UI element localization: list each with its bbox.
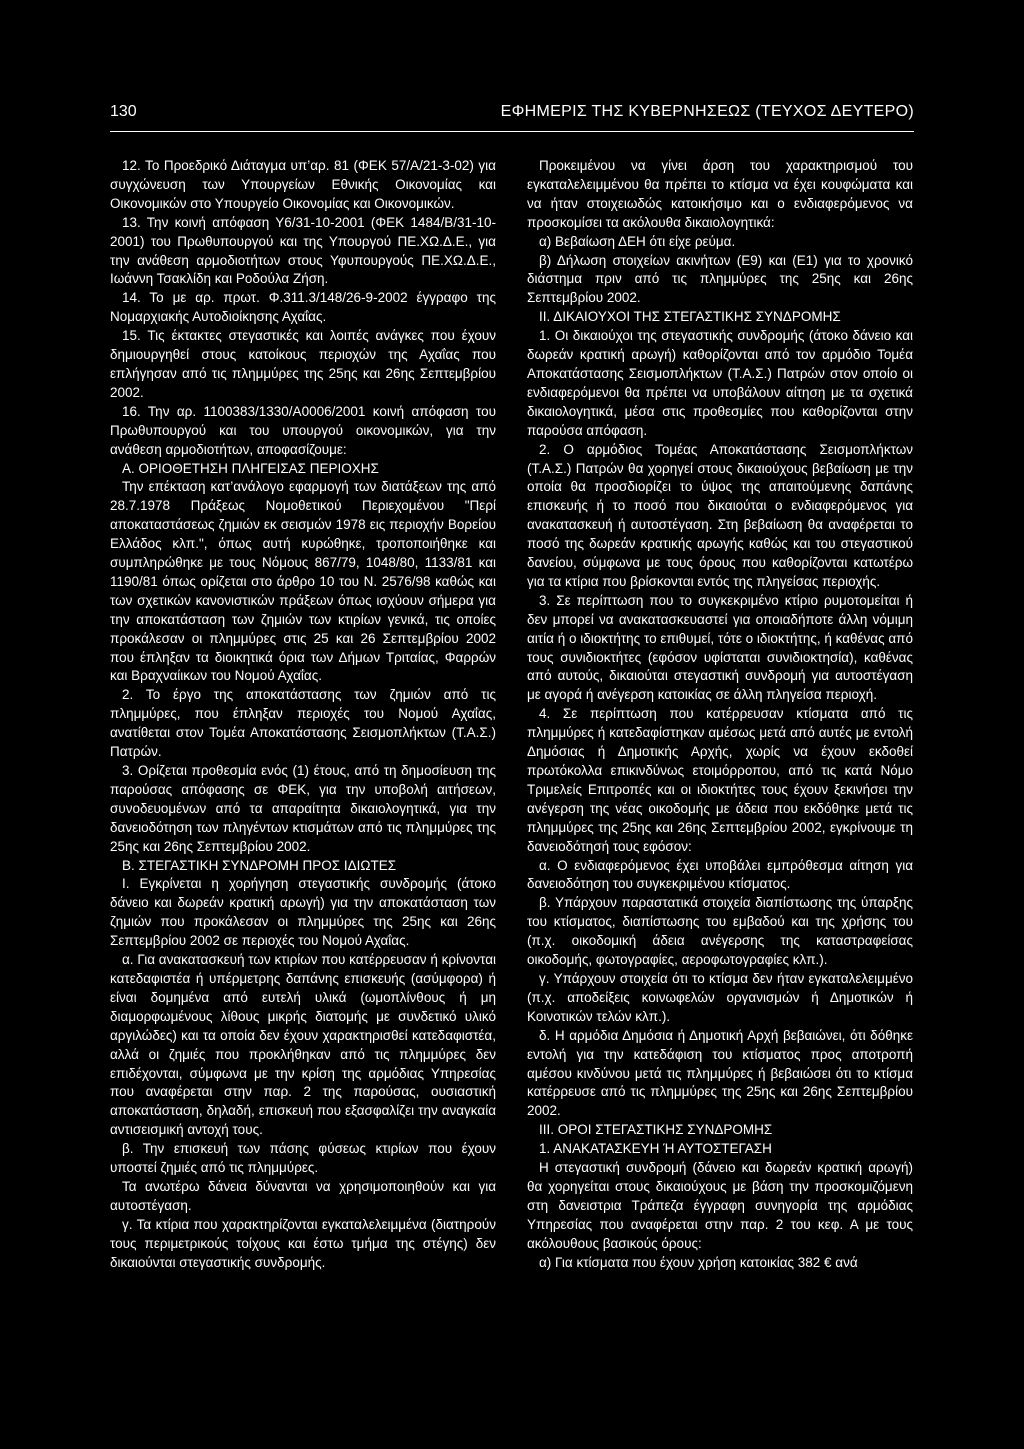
paragraph: Τα ανωτέρω δάνεια δύνανται να χρησιμοποιηθούν και για αυτοστέγαση. — [110, 1178, 496, 1213]
paragraph: 16. Την αρ. 1100383/1330/Α0006/2001 κοινή απόφαση του Πρωθυπουργού και του υπουργού οικονομικών, για την ανάθεση αρμοδιοτήτων, αποφασίζουμε: — [110, 403, 496, 457]
gazette-title: ΕΦΗΜΕΡΙΣ ΤΗΣ ΚΥΒΕΡΝΗΣΕΩΣ (ΤΕΥΧΟΣ ΔΕΥΤΕΡΟ) — [500, 103, 914, 120]
paragraph: 15. Τις έκτακτες στεγαστικές και λοιπές ανάγκες που έχουν δημιουργηθεί στους κατοίκους περιοχών της Αχαΐας που επλήγησαν από τις πλημμύρες της 25ης και 26ης Σεπτεμβρίου 2002. — [110, 328, 496, 400]
paragraph: 3. Σε περίπτωση που το συγκεκριμένο κτίριο ρυμοτομείται ή δεν μπορεί να ανακατασκευαστεί για οποιαδήποτε άλλη νόμιμη αιτία ή ο ιδιοκτήτης το επιθυμεί, τότε ο ιδιοκτήτης, ή καθένας από τους συνιδιοκτήτες (εφόσον υφίσταται συνιδιοκτησία), καθένας από αυτούς, δικαιούται στεγαστική συνδρομή για αυτοστέγαση με αγορά ή ανέγερση κατοικίας σε άλλη πληγείσα περιοχή. — [527, 592, 913, 703]
paragraph: β. Την επισκευή των πάσης φύσεως κτιρίων που έχουν υποστεί ζημιές από τις πλημμύρες. — [110, 1141, 496, 1176]
paragraph: Προκειμένου να γίνει άρση του χαρακτηρισμού του εγκαταλελειμμένου θα πρέπει το κτίσμα να έχει κουφώματα και να ήταν στοιχειωδώς κατοικήσιμο και ο ενδιαφερόμενος να προσκομίσει τα ακόλουθα δικαιολογητικά: — [527, 158, 913, 230]
page-number: 130 — [110, 103, 137, 120]
paragraph: Η στεγαστική συνδρομή (δάνειο και δωρεάν κρατική αρωγή) θα χορηγείται στους δικαιούχους με βάση την προσκομιζόμενη στη δανειστρια Τράπεζα έγγραφη συνηγορία της αρμόδιας Υπηρεσίας που αναφέρεται στην παρ. 2 του κεφ. Α με τους ακόλουθους βασικούς όρους: — [527, 1160, 913, 1251]
paragraph: Την επέκταση κατ’ανάλογο εφαρμογή των διατάξεων της από 28.7.1978 Πράξεως Νομοθετικού Περιεχομένου "Περί αποκαταστάσεως ζημιών εκ σεισμών 1978 εις περιοχήν Βορείου Ελλάδος κλπ.", όπως αυτή κυρώθηκε, τροποποιήθηκε και συμπληρώθηκε με τους Νόμους 867/79, 1048/80, 1133/81 και 1190/81 όπως ορίζεται στο άρθρο 10 του Ν. 2576/98 καθώς και των σχετικών κανονιστικών πράξεων όπως ισχύουν σήμερα για την αποκατάσταση των ζημιών των κτιρίων γενικά, τις οποίες προκάλεσαν οι πλημμύρες στις 25 και 26 Σεπτεμβρίου 2002 που έπληξαν τα διοικητικά όρια των Δήμων Τριταίας, Φαρρών και Βραχναίικων του Νομού Αχαΐας. — [110, 479, 496, 684]
paragraph: γ. Τα κτίρια που χαρακτηρίζονται εγκαταλελειμμένα (διατηρούν τους περιμετρικούς τοίχους και έστω τμήμα της στέγης) δεν δικαιούνται στεγαστικής συνδρομής. — [110, 1216, 496, 1270]
paragraph: Ι. Εγκρίνεται η χορήγηση στεγαστικής συνδρομής (άτοκο δάνειο και δωρεάν κρατική αρωγή) για την αποκατάσταση των ζημιών που προκάλεσαν οι πλημμύρες της 25ης και 26ης Σεπτεμβρίου 2002 σε περιοχές του Νομού Αχαΐας. — [110, 876, 496, 949]
paragraph: δ. Η αρμόδια Δημόσια ή Δημοτική Αρχή βεβαιώνει, ότι δόθηκε εντολή για την κατεδάφιση του κτίσματος προς αποτροπή αμέσου κινδύνου μετά τις πλημμύρες ή βεβαιώσει ότι το κτίσμα κατέρρευσε από τις πλημμύρες της 25ης και 26ης Σεπτεμβρίου 2002. — [527, 1027, 913, 1119]
section-heading: Α. ΟΡΙΟΘΕΤΗΣΗ ΠΛΗΓΕΙΣΑΣ ΠΕΡΙΟΧΗΣ — [122, 460, 379, 476]
page-header — [110, 103, 914, 129]
paragraph: 12. Το Προεδρικό Διάταγμα υπ’αρ. 81 (ΦΕΚ 57/Α/21-3-02) για συγχώνευση των Υπουργείων Εθνικής Οικονομίας και Οικονομικών στο Υπουργείο Οικονομίας και Οικονομικών. — [110, 158, 496, 211]
header-rule — [110, 131, 914, 132]
paragraph: 13. Την κοινή απόφαση Υ6/31-10-2001 (ΦΕΚ 1484/Β/31-10-2001) του Πρωθυπουργού και της Υπουργού ΠΕ.ΧΩ.Δ.Ε., για την ανάθεση αρμοδιοτήτων στους Υφυπουργούς ΠΕ.ΧΩ.Δ.Ε., Ιωάννη Τσακλίδη και Ροδούλα Ζήση. — [110, 214, 496, 287]
paragraph: α) Για κτίσματα που έχουν χρήση κατοικίας 382 € ανά — [539, 1254, 858, 1270]
section-heading: ΙΙ. ΔΙΚΑΙΟΥΧΟΙ ΤΗΣ ΣΤΕΓΑΣΤΙΚΗΣ ΣΥΝΔΡΟΜΗΣ — [539, 309, 841, 325]
section-heading: Β. ΣΤΕΓΑΣΤΙΚΗ ΣΥΝΔΡΟΜΗ ΠΡΟΣ ΙΔΙΩΤΕΣ — [122, 857, 397, 873]
left-column — [110, 157, 496, 1272]
paragraph: α. Ο ενδιαφερόμενος έχει υποβάλει εμπρόθεσμα αίτηση για δανειοδότηση του συγκεκριμένου κτίσματος. — [527, 857, 913, 892]
section-heading: ΙΙΙ. ΟΡΟΙ ΣΤΕΓΑΣΤΙΚΗΣ ΣΥΝΔΡΟΜΗΣ — [539, 1122, 773, 1138]
paragraph: 4. Σε περίπτωση που κατέρρευσαν κτίσματα από τις πλημμύρες ή κατεδαφίστηκαν αμέσως μετά από αυτές με εντολή Δημόσιας ή Δημοτικής Αρχής, χωρίς να έχουν εκδοθεί πρωτόκολλα επικινδύνως ετοιμόρροπου, από τις κατά Νόμο Τριμελείς Επιτροπές και οι ιδιοκτήτες τους έχουν ξεκινήσει την ανέγερση της νέας οικοδομής με άδεια που εκδόθηκε μετά τις πλημμύρες της 25ης και 26ης Σεπτεμβρίου 2002, εγκρίνουμε τη δανειοδότησή τους εφόσον: — [527, 706, 913, 854]
right-column — [527, 157, 913, 1272]
paragraph: α. Για ανακατασκευή των κτιρίων που κατέρρευσαν ή κρίνονται κατεδαφιστέα ή υπέρμετρης δαπάνης επισκευής (ασύμφορα) ή είναι δομημένα από ευτελή υλικά (ωμοπλίνθους ή μη διαμορφωμένους λίθους μικρής διατομής με συνδετικό υλικό αργιλώδες) και τα οποία δεν έχουν χαρακτηρισθεί κατεδαφιστέα, αλλά οι ζημιές που προκλήθηκαν από τις πλημμύρες δεν επιδέχονται, σύμφωνα με την κρίση της αρμόδιας Υπηρεσίας που αναφέρεται στην παρ. 2 της παρούσας, ουσιαστική αποκατάσταση, δηλαδή, επισκευή που εξασφαλίζει την αναγκαία αντισεισμική αντοχή τους. — [110, 952, 496, 1138]
paragraph: 1. Οι δικαιούχοι της στεγαστικής συνδρομής (άτοκο δάνειο και δωρεάν κρατική αρωγή) καθορίζονται από τον αρμόδιο Τομέα Αποκατάστασης Σεισμοπλήκτων (Τ.Α.Σ.) Πατρών στον οποίο οι ενδιαφερόμενοι θα πρέπει να υποβάλουν αίτηση με τα σχετικά δικαιολογητικά, μέσα στις προθεσμίες που καθορίζονται στην παρούσα απόφαση. — [527, 328, 913, 438]
paragraph: β) Δήλωση στοιχείων ακινήτων (Ε9) και (Ε1) για το χρονικό διάστημα πριν από τις πλημμύρες της 25ης και 26ης Σεπτεμβρίου 2002. — [527, 252, 913, 306]
paragraph: γ. Υπάρχουν στοιχεία ότι το κτίσμα δεν ήταν εγκαταλελειμμένο (π.χ. αποδείξεις κοινωφελών οργανισμών ή Δημοτικών ή Κοινοτικών τελών κλπ.). — [527, 970, 913, 1024]
paragraph: α) Βεβαίωση ΔΕΗ ότι είχε ρεύμα. — [539, 233, 736, 249]
subsection-heading: 1. ΑΝΑΚΑΤΑΣΚΕΥΗ Ή ΑΥΤΟΣΤΕΓΑΣΗ — [539, 1141, 772, 1157]
paragraph: β. Υπάρχουν παραστατικά στοιχεία διαπίστωσης της ύπαρξης του κτίσματος, διαπίστωσης του εμβαδού και της χρήσης του (π.χ. οικοδομική άδεια ανέγερσης της καταστραφείσας οικοδομής, φωτογραφίες, αεροφωτογραφίες κλπ.). — [527, 895, 913, 968]
paragraph: 2. Ο αρμόδιος Τομέας Αποκατάστασης Σεισμοπλήκτων (Τ.Α.Σ.) Πατρών θα χορηγεί στους δικαιούχους βεβαίωση με την οποία θα προσδιορίζει το ύψος της απαιτούμενης δαπάνης επισκευής ή το ποσό που δικαιούται ο ενδιαφερόμενος για ανακατασκευή ή αυτοστέγαση. Στη βεβαίωση θα αναφέρεται το ποσό της δωρεάν κρατικής αρωγής καθώς και του στεγαστικού δανείου, σύμφωνα με τους όρους που καθορίζονται κατωτέρω για τα κτίρια που βρίσκονται εντός της πληγείσας περιοχής. — [527, 441, 913, 589]
paragraph: 14. Το με αρ. πρωτ. Φ.311.3/148/26-9-2002 έγγραφο της Νομαρχιακής Αυτοδιοίκησης Αχαΐας. — [110, 290, 496, 325]
paragraph: 2. Το έργο της αποκατάστασης των ζημιών από τις πλημμύρες, που έπληξαν περιοχές του Νομού Αχαΐας, ανατίθεται στον Τομέα Αποκατάστασης Σεισμοπλήκτων (Τ.Α.Σ.) Πατρών. — [110, 687, 496, 760]
paragraph: 3. Ορίζεται προθεσμία ενός (1) έτους, από τη δημοσίευση της παρούσας απόφασης σε ΦΕΚ, για την υποβολή αιτήσεων, συνοδευομένων από τα απαραίτητα δικαιολογητικά, για την δανειοδότηση των πληγέντων κτισμάτων από τις πλημμύρες της 25ης και 26ης Σεπτεμβρίου 2002. — [110, 763, 496, 854]
